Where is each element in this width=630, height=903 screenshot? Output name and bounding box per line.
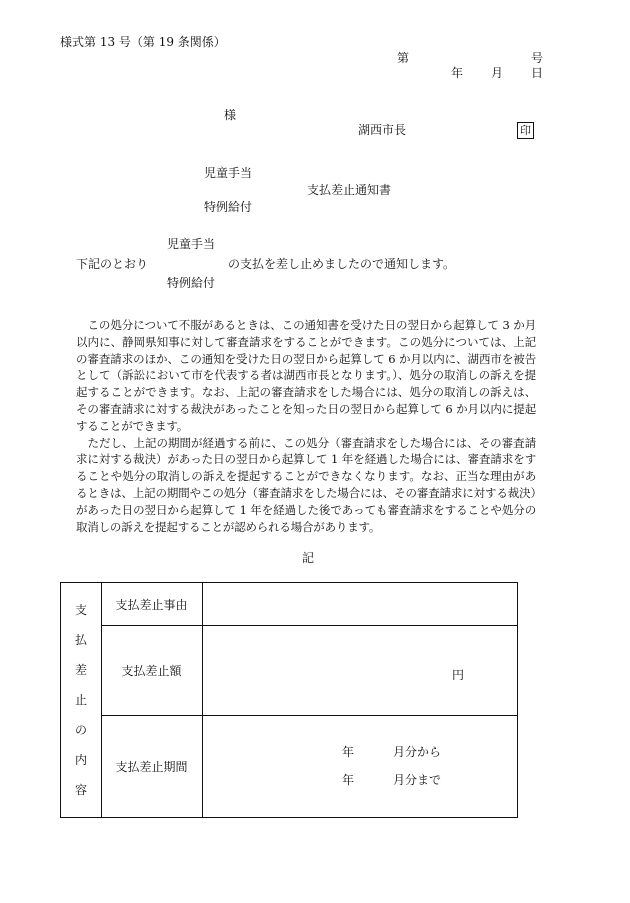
side-char: 容 bbox=[74, 783, 87, 797]
table-side-label bbox=[61, 583, 101, 817]
notice-option-bottom: 特例給付 bbox=[167, 276, 216, 290]
sender-name: 湖西市長 bbox=[358, 123, 407, 137]
side-char: の bbox=[74, 723, 87, 737]
side-char: 差 bbox=[74, 663, 87, 677]
title-option-bottom: 特例給付 bbox=[204, 200, 253, 214]
notice-option-top: 児童手当 bbox=[167, 237, 216, 251]
notice-lead: 下記のとおり bbox=[76, 257, 149, 271]
period-to-month: 月分まで bbox=[393, 773, 442, 787]
side-char: 止 bbox=[74, 693, 87, 707]
doc-number-prefix: 第 bbox=[397, 51, 410, 65]
notice-tail: の支払を差し止めましたので通知します。 bbox=[228, 257, 456, 271]
table-divider bbox=[202, 583, 203, 817]
period-to-year: 年 bbox=[342, 773, 355, 787]
form-number: 様式第 13 号（第 19 条関係） bbox=[60, 35, 226, 49]
paragraph-proviso: ただし、上記の期間が経過する前に、この処分（審査請求をした場合には、その審査請求に対する裁決）があった日の翌日から起算して 1 年を経過した場合には、審査請求をすることや処分の取消しの訴えを提起することができなくなります。なお、正当な理由があるときは、上記の期間やこの処分（審査請求をした場合には、その審査請求に対する裁決）があった日の翌日から起算して 1 年を経過した後であっても審査請求をすることや処分の取消しの訴えを提起することが認められる場合があります。 bbox=[76, 435, 536, 534]
row-label-period: 支払差止期間 bbox=[115, 759, 188, 774]
page-title: 支払差止通知書 bbox=[307, 183, 392, 197]
side-char: 払 bbox=[74, 633, 87, 647]
date-month: 月 bbox=[491, 66, 504, 80]
row-label-amount: 支払差止額 bbox=[121, 663, 182, 678]
row-label-reason: 支払差止事由 bbox=[115, 597, 188, 612]
date-year: 年 bbox=[451, 66, 464, 80]
paragraph-appeal: この処分について不服があるときは、この通知書を受けた日の翌日から起算して 3 か月以内に、静岡県知事に対して審査請求をすることができます。この処分については、上記の審査請求のほか、この通知を受けた日の翌日から起算して 6 か月以内に、湖西市を被告として（訴訟において市を代表する者は湖西市長となります。）、処分の取消しの訴えを提起することができます。なお、上記の審査請求をした場合には、処分の取消しの訴えは、その審査請求に対する裁決があったことを知った日の翌日から起算して 6 か月以内に提起することができます。 bbox=[76, 318, 536, 433]
date-day: 日 bbox=[531, 66, 544, 80]
side-char: 内 bbox=[74, 753, 87, 767]
ki-heading: 記 bbox=[302, 551, 315, 565]
title-option-top: 児童手当 bbox=[204, 166, 253, 180]
doc-number-suffix: 号 bbox=[531, 51, 544, 65]
seal-stamp: 印 bbox=[517, 122, 534, 139]
appeal-notice-text bbox=[76, 317, 536, 535]
side-char: 支 bbox=[74, 603, 87, 617]
period-from-year: 年 bbox=[342, 745, 355, 759]
amount-unit: 円 bbox=[452, 668, 465, 682]
suspension-details-table bbox=[60, 582, 518, 818]
addressee-honorific: 様 bbox=[224, 108, 237, 122]
period-from-month: 月分から bbox=[393, 745, 442, 759]
